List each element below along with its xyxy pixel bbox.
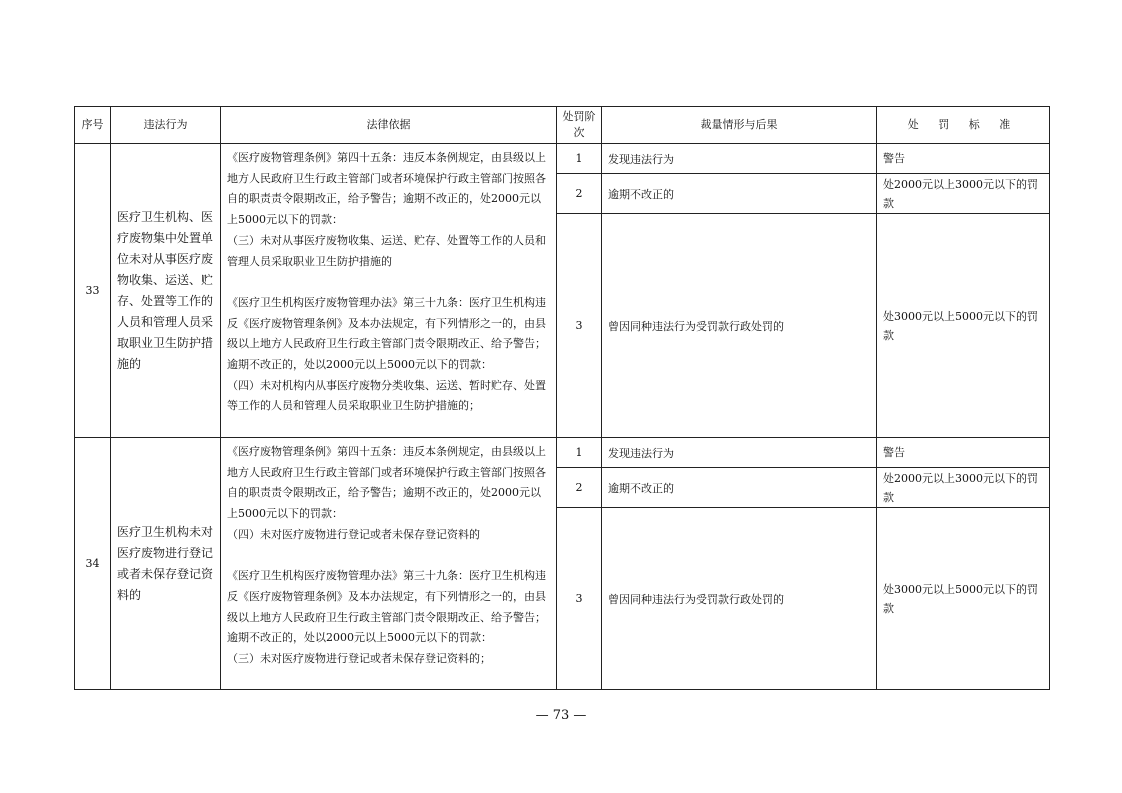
stage-standard: 警告 [877,438,1050,468]
stage-number: 3 [557,214,602,438]
stage-standard: 警告 [877,144,1050,174]
stage-circumstance: 曾因同种违法行为受罚款行政处罚的 [602,214,877,438]
stage-standard: 处3000元以上5000元以下的罚款 [877,214,1050,438]
header-standard: 处 罚 标 准 [877,107,1050,144]
page-number: — 73 — [535,708,587,723]
stage-circumstance: 发现违法行为 [602,438,877,468]
row-behavior: 医疗卫生机构未对医疗废物进行登记或者未保存登记资料的 [111,438,221,690]
row-law [221,144,557,438]
row-seq: 34 [75,438,111,690]
stage-number: 1 [557,438,602,468]
stage-standard: 处2000元以上3000元以下的罚款 [877,174,1050,214]
row-behavior: 医疗卫生机构、医疗废物集中处置单位未对从事医疗废物收集、运送、贮存、处置等工作的人员和管理人员采取职业卫生防护措施的 [111,144,221,438]
header-circumstance: 裁量情形与后果 [602,107,877,144]
stage-number: 2 [557,468,602,508]
stage-circumstance: 逾期不改正的 [602,174,877,214]
row-seq: 33 [75,144,111,438]
row-law [221,438,557,690]
stage-number: 2 [557,174,602,214]
stage-circumstance: 曾因同种违法行为受罚款行政处罚的 [602,508,877,690]
law-text: 《医疗废物管理条例》第四十五条：违反本条例规定，由县级以上地方人民政府卫生行政主管部门或者环境保护行政主管部门按照各自的职责责令限期改正，给予警告；逾期不改正的，处2000元以上5000元以下的罚款： （三）未对从事医疗废物收集、运送、贮存、处置等工作的人员和管理人员采取职业卫生防护措施的 《医疗卫生机构医疗废物管理办法》第三十九条：医疗卫生机构违反《医疗废物管理条例》及本办法规定，有下列情形之一的，由县级以上地方人民政府卫生行政主管部门责令限期改正、给予警告；逾期不改正的，处以2000元以上5000元以下的罚款： （四）未对机构内从事医疗废物分类收集、运送、暂时贮存、处置等工作的人员和管理人员采取职业卫生防护措施的； [227,151,546,413]
table-row [75,438,1050,468]
header-row [75,107,1050,144]
stage-number: 3 [557,508,602,690]
table-row [75,144,1050,174]
header-stage: 处罚阶次 [557,107,602,144]
penalty-table [74,106,1050,690]
header-behavior: 违法行为 [111,107,221,144]
stage-circumstance: 发现违法行为 [602,144,877,174]
stage-standard: 处3000元以上5000元以下的罚款 [877,508,1050,690]
law-text: 《医疗废物管理条例》第四十五条：违反本条例规定，由县级以上地方人民政府卫生行政主管部门或者环境保护行政主管部门按照各自的职责责令限期改正，给予警告；逾期不改正的，处2000元以上5000元以下的罚款： （四）未对医疗废物进行登记或者未保存登记资料的 《医疗卫生机构医疗废物管理办法》第三十九条：医疗卫生机构违反《医疗废物管理条例》及本办法规定，有下列情形之一的，由县级以上地方人民政府卫生行政主管部门责令限期改正、给予警告；逾期不改正的，处以2000元以上5000元以下的罚款： （三）未对医疗废物进行登记或者未保存登记资料的； [227,445,546,666]
stage-number: 1 [557,144,602,174]
header-seq: 序号 [75,107,111,144]
stage-circumstance: 逾期不改正的 [602,468,877,508]
stage-standard: 处2000元以上3000元以下的罚款 [877,468,1050,508]
header-law: 法律依据 [221,107,557,144]
